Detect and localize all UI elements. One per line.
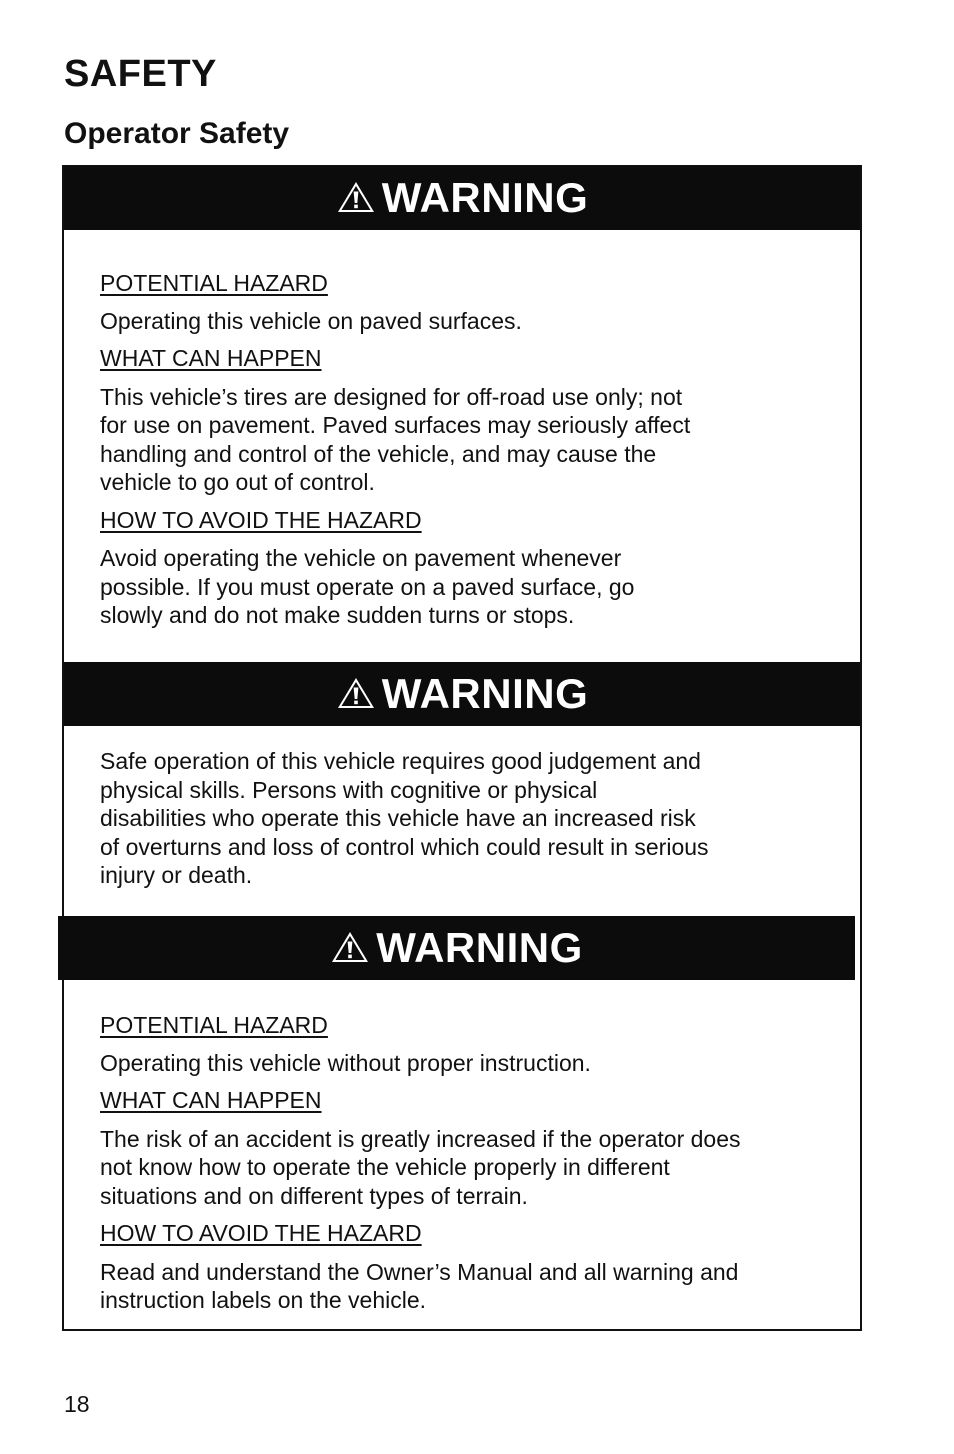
warning-body-1 [100, 269, 820, 630]
warning-text-line: physical skills. Persons with cognitive or physical [100, 776, 598, 803]
what-can-happen-line: This vehicle’s tires are designed for off-road use only; not [100, 383, 683, 410]
how-to-avoid-line: slowly and do not make sudden turns or stops. [100, 602, 575, 628]
warning-header-3 [58, 916, 855, 980]
section-title: SAFETY [64, 53, 217, 95]
warning-text-line: Safe operation of this vehicle requires good judgement and [100, 748, 701, 774]
what-can-happen-line: The risk of an accident is greatly increased if the operator does [100, 1125, 741, 1152]
warning-label: WARNING [376, 924, 583, 971]
warning-header-2 [64, 662, 860, 726]
how-to-avoid-line: Avoid operating the vehicle on pavement whenever [100, 545, 622, 571]
warning-label: WARNING [381, 670, 589, 717]
warning-body-2 [100, 747, 820, 890]
how-to-avoid-line: Read and understand the Owner’s Manual and all warning and [100, 1258, 739, 1285]
how-to-avoid-heading: HOW TO AVOID THE HAZARD [100, 506, 422, 533]
how-to-avoid-line: instruction labels on the vehicle. [100, 1287, 427, 1313]
subsection-title: Operator Safety [64, 117, 290, 150]
potential-hazard-heading: POTENTIAL HAZARD [100, 270, 328, 296]
how-to-avoid-heading: HOW TO AVOID THE HAZARD [100, 1220, 422, 1246]
potential-hazard-text: Operating this vehicle without proper instruction. [100, 1049, 591, 1076]
what-can-happen-heading: WHAT CAN HAPPEN [100, 345, 322, 371]
how-to-avoid-line: possible. If you must operate on a paved surface, go [100, 573, 635, 600]
what-can-happen-line: not know how to operate the vehicle properly in different [100, 1154, 670, 1180]
potential-hazard-heading: POTENTIAL HAZARD [100, 1012, 328, 1038]
warning-text-line: injury or death. [100, 862, 253, 888]
warning-body-3 [100, 1011, 820, 1315]
warning-triangle-icon [336, 676, 376, 710]
what-can-happen-line: for use on pavement. Paved surfaces may seriously affect [100, 412, 691, 438]
warning-triangle-icon [330, 930, 370, 964]
what-can-happen-line: handling and control of the vehicle, and may cause the [100, 440, 657, 467]
what-can-happen-line: vehicle to go out of control. [100, 469, 375, 495]
page-number: 18 [64, 1391, 90, 1417]
warning-text-line: of overturns and loss of control which could result in serious [100, 833, 709, 860]
what-can-happen-line: situations and on different types of terrain. [100, 1182, 528, 1209]
what-can-happen-heading: WHAT CAN HAPPEN [100, 1087, 322, 1113]
potential-hazard-text: Operating this vehicle on paved surfaces. [100, 307, 522, 334]
warning-label: WARNING [381, 174, 589, 221]
warning-text-line: disabilities who operate this vehicle have an increased risk [100, 805, 696, 831]
warning-header-1 [64, 166, 860, 230]
warning-triangle-icon [336, 180, 376, 214]
